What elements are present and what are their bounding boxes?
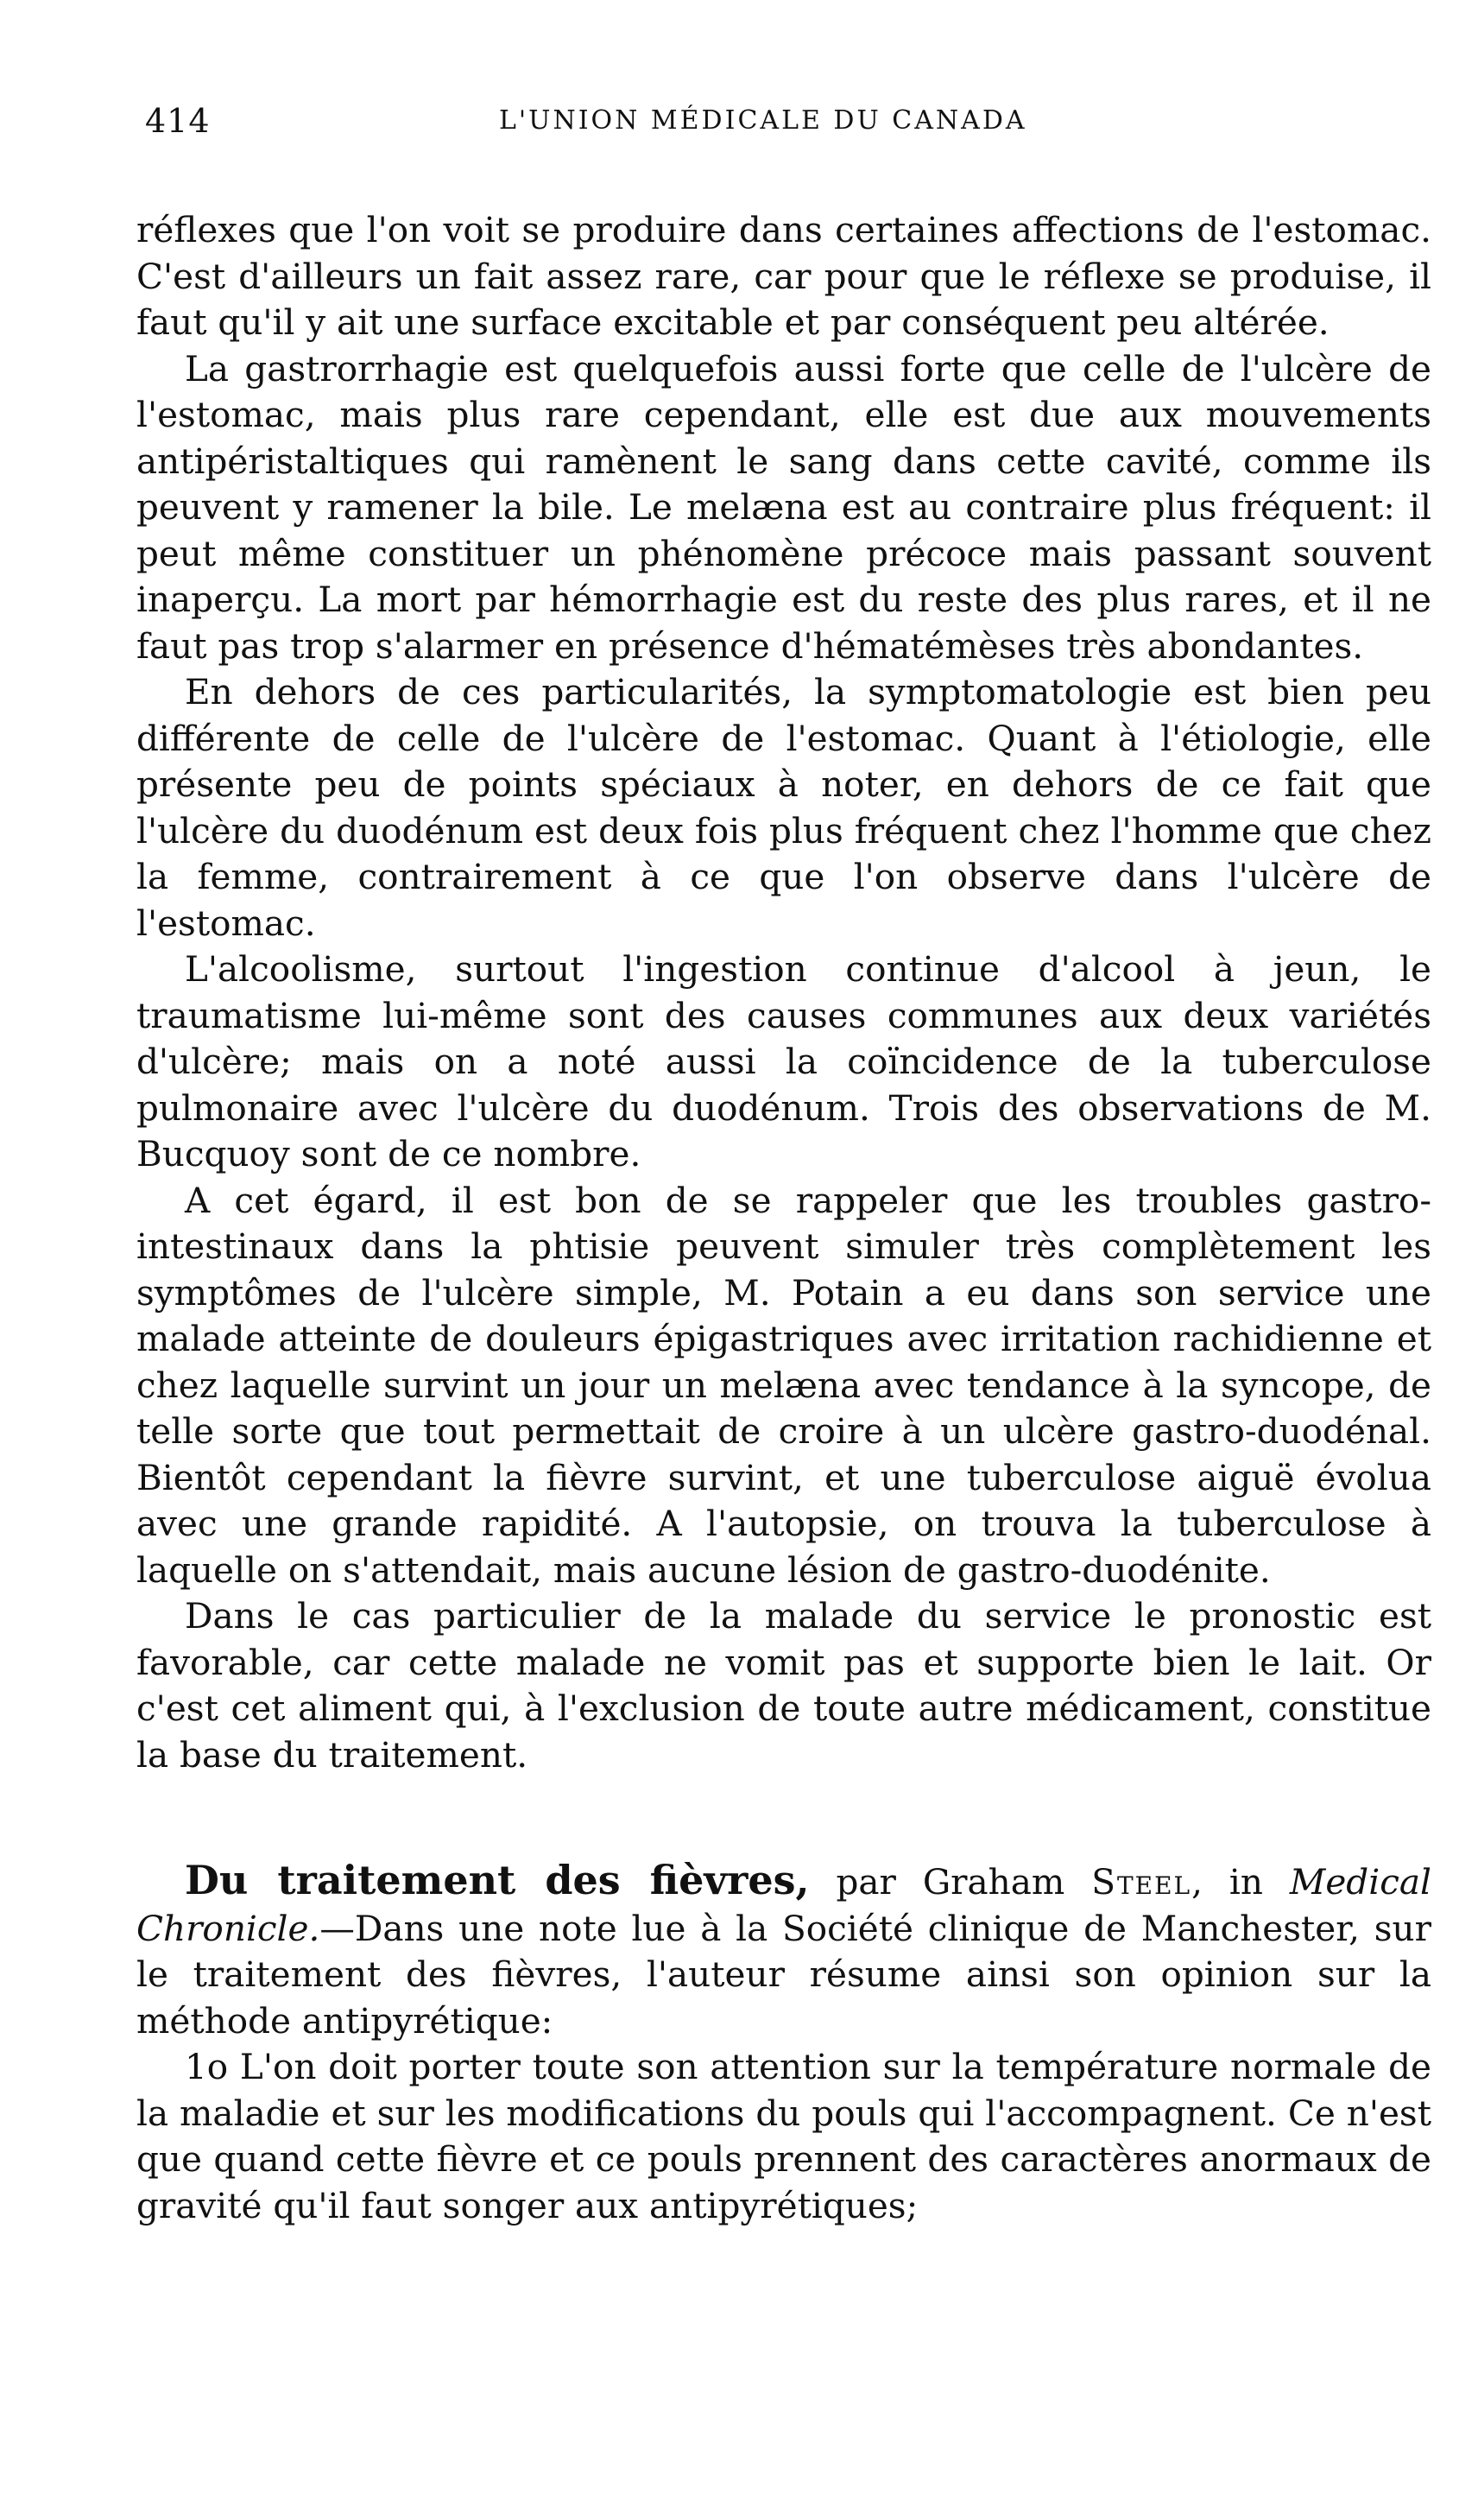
paragraph-gastrorrhagie: La gastrorrhagie est quelquefois aussi forte que celle de l'ulcère de l'estomac, mais plus rare cependant, elle est due aux mouvements antipéristaltiques qui ramènent le sang dans cette cavité, comme ils peuvent y ramener la bile. Le melæna est au contraire plus fréquent: il peut même constituer un phénomène précoce mais passant souvent inaperçu. La mort par hémorrhagie est du reste des plus rares, et il ne faut pas trop s'alarmer en présence d'hématémèses très abondantes. [136, 347, 1431, 667]
article-heading-paragraph [136, 1858, 1431, 2044]
article-title: Du traitement des fièvres, [185, 1857, 810, 1903]
paragraph-continued: réflexes que l'on voit se produire dans certaines affections de l'estomac. C'est d'ailleurs un fait assez rare, car pour que le réflexe se produise, il faut qu'il y ait une surface excitable et par conséquent peu altérée. [136, 209, 1431, 343]
byline-prefix: par Graham [809, 1861, 1092, 1903]
source-journal: Medical Chronicle. [136, 1861, 1431, 1949]
point-1-paragraph: 1o L'on doit porter toute son attention sur la température normale de la maladie et sur les modifications du pouls qui l'accompagnent. Ce n'est que quand cette fièvre et ce pouls prennent des caractères anormaux de gravité qu'il faut songer aux antipyrétiques; [136, 2046, 1431, 2226]
page-number: 414 [145, 102, 211, 140]
author-surname: Steel [1091, 1861, 1192, 1903]
article-body [136, 207, 1431, 2229]
paragraph-phtisie: A cet égard, il est bon de se rappeler que les troubles gastro-intestinaux dans la phtisie peuvent simuler très complètement les symptômes de l'ulcère simple, M. Potain a eu dans son service une malade atteinte de douleurs épigastriques avec irritation rachidienne et chez laquelle survint un jour un melæna avec tendance à la syncope, de telle sorte que tout permettait de croire à un ulcère gastro-duodénal. Bientôt cependant la fièvre survint, et une tuberculose aiguë évolua avec une grande rapidité. A l'autopsie, on trouva la tuberculose à laquelle on s'attendait, mais aucune lésion de gastro-duodénite. [136, 1179, 1431, 1591]
source-prefix: , in [1191, 1861, 1290, 1903]
section-spacer [136, 1778, 1431, 1858]
journal-title: L'UNION MÉDICALE DU CANADA [499, 105, 1027, 136]
book-page [136, 102, 1431, 2229]
running-head [136, 102, 1431, 154]
paragraph-alcoolisme: L'alcoolisme, surtout l'ingestion continue d'alcool à jeun, le traumatisme lui-même sont des causes communes aux deux variétés d'ulcère; mais on a noté aussi la coïncidence de la tuberculose pulmonaire avec l'ulcère du duodénum. Trois des observations de M. Bucquoy sont de ce nombre. [136, 948, 1431, 1175]
paragraph-etiologie: En dehors de ces particularités, la symptomatologie est bien peu différente de celle de l'ulcère de l'estomac. Quant à l'étiologie, elle présente peu de points spéciaux à noter, en dehors de ce fait que l'ulcère du duodénum est deux fois plus fréquent chez l'homme que chez la femme, contrairement à ce que l'on observe dans l'ulcère de l'estomac. [136, 671, 1431, 944]
article-intro: —Dans une note lue à la Société clinique de Manchester, sur le traitement des fièvres, l'auteur résume ainsi son opinion sur la méthode antipyrétique: [136, 1907, 1431, 2042]
paragraph-pronostic: Dans le cas particulier de la malade du service le pronostic est favorable, car cette malade ne vomit pas et supporte bien le lait. Or c'est cet aliment qui, à l'exclusion de toute autre médicament, constitue la base du traitement. [136, 1595, 1431, 1776]
